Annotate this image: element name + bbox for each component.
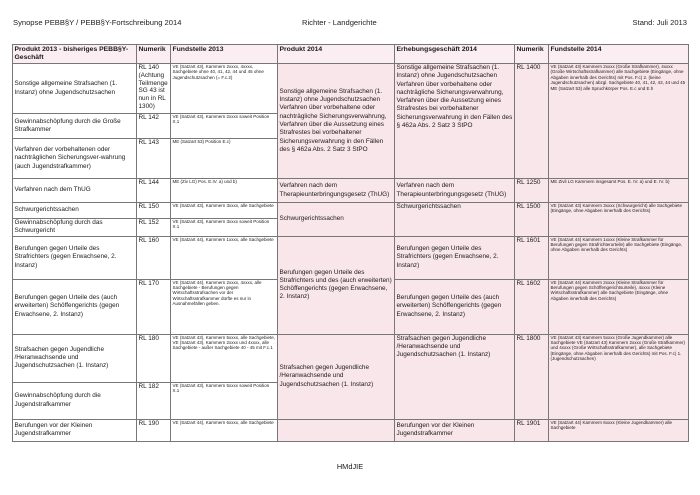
cell-product-2014: Berufungen gegen Urteile des Strafrichters und des (auch erweiterten) Schöffengerichts (gegen Erwachsene, 2. Instanz): [278, 236, 395, 334]
cell-product-2014: Strafsachen gegen Jugendliche /Heranwachsende und Jugendschutzsachen (1. Instanz): [278, 334, 395, 419]
cell-product-2013: Schwurgerichtssachen: [13, 203, 137, 219]
column-header: Fundstelle 2014: [549, 45, 689, 64]
cell-fundstelle-2014: VE (Satzart 43) Kammern 2xxxx (Große Strafkammer), 4xxxx (Große Wirtschaftsstrafkammer) alle Sachgebiete (Eingänge, ohne Abgaben innerhalb des Gerichts) mit Pos. F.c) 2. (keine Jugendschutzsachen) abzgl. Sachgebiete 40, 41, 42, 43, 44 und 45 ME (Satzart 53) alle Spruchkörper Pos. E.c und E.h: [549, 64, 689, 179]
cell-product-2013: Berufungen vor der Kleinen Jugendstrafkammer: [13, 419, 137, 441]
cell-numerik-2014: RL 1901: [515, 419, 549, 441]
cell-numerik-2013: RL 160: [137, 236, 171, 279]
header-row: [13, 45, 689, 64]
cell-numerik-2014: RL 1601: [515, 236, 549, 279]
cell-product-2014: Sonstige allgemeine Strafsachen (1. Instanz) ohne Jugendschutzsachen Verfahren über vorbehaltene oder nachträgliche Sicherungsverwahrung, Verfahren über die Aussetzung eines Strafrestes bei vorbehaltener Sicherungsverwahrung in den Fällen des § 462a Abs. 2 Satz 3 StPO: [278, 64, 395, 179]
cell-product-2013: Gewinnabschöpfung durch die Jugendstrafkammer: [13, 382, 137, 419]
cell-fundstelle-2013: ME (Ziv LG) Pos. E.IV. a) und b): [171, 179, 278, 203]
cell-fundstelle-2014: VE (Satzart 44) Kammern 2xxxx (Kleine Strafkammer für Berufungen gegen Schöffengerichtsurteile), 4xxxx (Kleine Wirtschaftsstrafkammer) alle Sachgebiete (Eingänge, ohne Abgaben innerhalb des Gerichts): [549, 279, 689, 334]
header-center: Richter - Landgerichte: [302, 18, 377, 27]
column-header: Erhebungsgeschäft 2014: [395, 45, 515, 64]
cell-fundstelle-2013: VE (Satzart 44), Kammern 6xxxx, alle Sachgebiete: [171, 419, 278, 441]
cell-fundstelle-2013: ME (Satzart 53) Position E.c): [171, 139, 278, 179]
cell-numerik-2013: RL 182: [137, 382, 171, 419]
column-header: Fundstelle 2013: [171, 45, 278, 64]
cell-erhebung-2014: Berufungen gegen Urteile des (auch erweiterten) Schöffengerichts (gegen Erwachsene, 2. Instanz): [395, 279, 515, 334]
cell-product-2013: Berufungen gegen Urteile des (auch erweiterten) Schöffengerichts (gegen Erwachsene, 2. Instanz): [13, 279, 137, 334]
cell-erhebung-2014: Strafsachen gegen Jugendliche /Heranwachsende und Jugendschutzsachen (1. Instanz): [395, 334, 515, 419]
cell-fundstelle-2013: VE (Satzart 43), Kammern 5xxxx, alle Sachgebiete, VE (Satzart 43), Kammern 2xxxx und 4xxxx, alle Sachgebiete - außer Sachgebiete 40 - 45 mit F.c.1: [171, 334, 278, 382]
table-row: [13, 64, 689, 114]
cell-numerik-2014: RL 1800: [515, 334, 549, 419]
cell-product-2013: Strafsachen gegen Jugendliche /Heranwachsende und Jugendschutzsachen (1. Instanz): [13, 334, 137, 382]
header-right: Stand: Juli 2013: [632, 18, 687, 27]
synopsis-table: [12, 44, 689, 442]
cell-numerik-2013: RL 170: [137, 279, 171, 334]
cell-fundstelle-2014: VE (Satzart 44) Kammern 1xxxx (Kleine Strafkammer für Berufungen gegen Strafrichterurteile) alle Sachgebiete (Eingänge, ohne Abgaben innerhalb des Gerichts): [549, 236, 689, 279]
cell-erhebung-2014: Verfahren nach dem Therapieunterbringungsgesetz (ThUG): [395, 179, 515, 203]
cell-product-2013: Berufungen gegen Urteile des Strafrichters (gegen Erwachsene, 2. Instanz): [13, 236, 137, 279]
table-row: [13, 179, 689, 203]
cell-fundstelle-2014: VE (Satzart 43) Kammern 5xxxx (Große Jugendkammer) alle Sachgebiete VE (Satzart 43) Kammern 2xxxx (Große Strafkammer) und 4xxxx (Große Wirtschaftsstrafkammer), alle Sachgebiete (Eingänge, ohne Abgaben innerhalb des Gerichts) mit Pos. F.c) 1. (Jugendschutzsachen): [549, 334, 689, 419]
cell-numerik-2013: RL 142: [137, 114, 171, 139]
table-row: [13, 236, 689, 279]
cell-fundstelle-2013: VE (Satzart 43), Kammern 2xxxx, 4xxxx, Sachgebiete ohne 40, 41, 42, 44 und 45 ohne Jugendschutzsachen (= F.c.2): [171, 64, 278, 114]
cell-numerik-2014: RL 1250: [515, 179, 549, 203]
cell-erhebung-2014: Sonstige allgemeine Strafsachen (1. Instanz) ohne Jugendschutzsachen Verfahren über vorbehaltene oder nachträgliche Sicherungsverwahrung, Verfahren über die Aussetzung eines Strafrestes bei vorbehaltener Sicherungsverwahrung in den Fällen des § 462a Abs. 2 Satz 3 StPO: [395, 64, 515, 179]
cell-erhebung-2014: Berufungen gegen Urteile des Strafrichters (gegen Erwachsene, 2. Instanz): [395, 236, 515, 279]
footer: HMdJIE: [336, 462, 364, 471]
cell-erhebung-2014: Schwurgerichtssachen: [395, 203, 515, 237]
cell-product-2013: Gewinnabschöpfung durch die Große Strafkammer: [13, 114, 137, 139]
column-header: Numerik: [137, 45, 171, 64]
cell-fundstelle-2014: VE (Satzart 44) Kammern 6xxxx (Kleine Jugendkammer) alle Sachgebiete: [549, 419, 689, 441]
table-row: [13, 334, 689, 382]
cell-fundstelle-2014: VE (Satzart 43) Kammern 3xxxx (Schwurgericht) alle Sachgebiete (Eingänge, ohne Abgaben innerhalb des Gerichts): [549, 203, 689, 237]
cell-fundstelle-2014: ME Zivil LG Kammern insgesamt Pos. E. IV. a) und E. IV. b): [549, 179, 689, 203]
cell-product-2014: Verfahren nach dem Therapieunterbringungsgesetz (ThUG): [278, 179, 395, 203]
cell-numerik-2013: RL 180: [137, 334, 171, 382]
cell-numerik-2014: RL 1602: [515, 279, 549, 334]
cell-fundstelle-2013: VE (Satzart 43), Kammern 3xxxx soweit Position X.1: [171, 219, 278, 237]
cell-numerik-2013: RL 144: [137, 179, 171, 203]
column-header: Produkt 2014: [278, 45, 395, 64]
cell-fundstelle-2013: VE (Satzart 44), Kammern 1xxxx, alle Sachgebiete: [171, 236, 278, 279]
table-row: [13, 419, 689, 441]
cell-fundstelle-2013: VE (Satzart 43), Kammern 3xxxx, alle Sachgebiete: [171, 203, 278, 219]
column-header: Numerik: [515, 45, 549, 64]
header-left: Synopse PEBB§Y / PEBB§Y-Fortschreibung 2014: [13, 18, 182, 27]
cell-product-2014: Schwurgerichtssachen: [278, 203, 395, 237]
cell-numerik-2013: RL 190: [137, 419, 171, 441]
cell-product-2013: Gewinnabschöpfung durch das Schwurgericht: [13, 219, 137, 237]
cell-fundstelle-2013: VE (Satzart 43), Kammern 2xxxx soweit Position X.1: [171, 114, 278, 139]
cell-numerik-2014: RL 1500: [515, 203, 549, 237]
cell-product-2013: Verfahren der vorbehaltenen oder nachträglichen Sicherungsver-wahrung (auch Jugendstrafkammer): [13, 139, 137, 179]
cell-numerik-2013: RL 143: [137, 139, 171, 179]
column-header: Produkt 2013 - bisheriges PEBB§Y-Geschäft: [13, 45, 137, 64]
table-row: [13, 203, 689, 219]
cell-product-2014: [278, 419, 395, 441]
cell-numerik-2013: RL 150: [137, 203, 171, 219]
cell-product-2013: Sonstige allgemeine Strafsachen (1. Instanz) ohne Jugendschutzsachen: [13, 64, 137, 114]
cell-erhebung-2014: Berufungen vor der Kleinen Jugendstrafkammer: [395, 419, 515, 441]
cell-product-2013: Verfahren nach dem ThUG: [13, 179, 137, 203]
cell-numerik-2013: RL 152: [137, 219, 171, 237]
cell-numerik-2014: RL 1400: [515, 64, 549, 179]
cell-fundstelle-2013: VE (Satzart 43), Kammern 5xxxx soweit Position X.1: [171, 382, 278, 419]
cell-numerik-2013: RL 140 (Achtung Teilmenge SG 43 ist nun in RL 1300): [137, 64, 171, 114]
cell-fundstelle-2013: VE (Satzart 44), Kammern 2xxxx, 4xxxx, alle Sachgebiete - Berufungen gegen Wirtschaftsstrafsachen vor der Wirtschaftsstrafkammer dürfte es nur in Ausnahmefällen geben.: [171, 279, 278, 334]
